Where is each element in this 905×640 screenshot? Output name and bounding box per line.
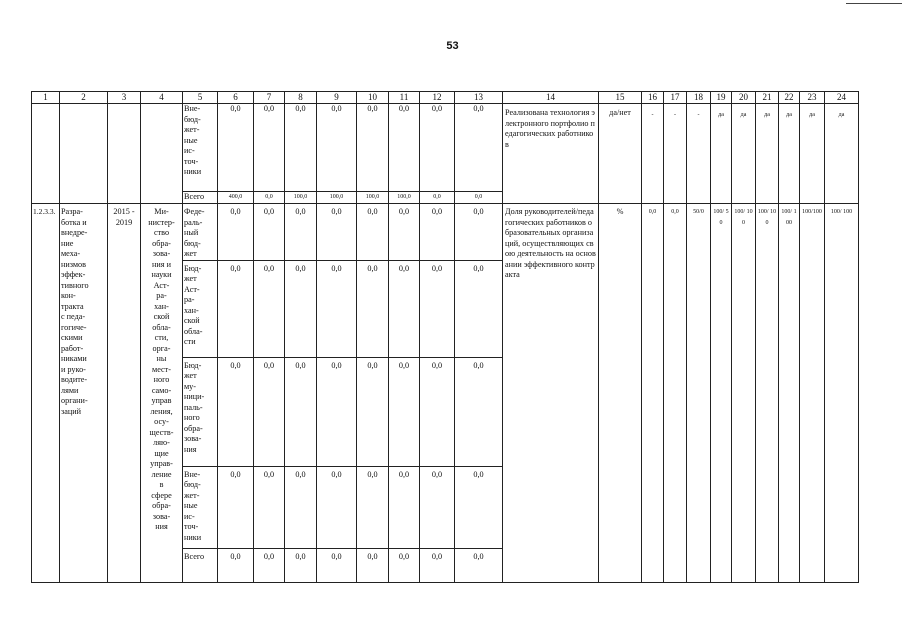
- column-header: 5: [183, 92, 218, 104]
- value-cell: 0,0: [420, 204, 455, 261]
- value-cell: 400,0: [218, 192, 254, 204]
- value-cell: 0,0: [285, 104, 317, 192]
- value-cell: 0,0: [317, 466, 357, 548]
- value-cell: 0,0: [317, 548, 357, 582]
- value-cell: 0,0: [357, 104, 389, 192]
- value-cell: 0,0: [285, 548, 317, 582]
- value-cell: 0,0: [389, 104, 420, 192]
- source-label: Вне- бюд- жет- ные ис- точ- ники: [183, 466, 218, 548]
- source-label: Всего: [183, 192, 218, 204]
- value-cell: 0,0: [254, 192, 285, 204]
- column-header: 15: [599, 92, 642, 104]
- value-cell: 0,0: [420, 192, 455, 204]
- column-header: 8: [285, 92, 317, 104]
- table-row: [32, 204, 859, 261]
- value-cell: 0,0: [420, 548, 455, 582]
- value-cell: 0,0: [389, 466, 420, 548]
- value-cell: 0,0: [285, 357, 317, 466]
- value-cell: 0,0: [357, 466, 389, 548]
- value-cell: 0,0: [420, 466, 455, 548]
- value-cell: 0,0: [254, 466, 285, 548]
- indicator-text: Реализована технология электронного портфолио педагогических работников: [503, 104, 599, 204]
- value-cell: 100,0: [389, 192, 420, 204]
- value-cell: 0,0: [455, 204, 503, 261]
- target-cell: -: [664, 104, 687, 204]
- source-label: Феде- раль- ный бюд- жет: [183, 204, 218, 261]
- unit-cell: да/нет: [599, 104, 642, 204]
- item-code: 1.2.3.3.: [32, 204, 60, 583]
- source-label: Бюд- жет Аст- ра- хан- ской обла- сти: [183, 260, 218, 357]
- value-cell: 0,0: [317, 104, 357, 192]
- table-cell: [32, 104, 60, 204]
- value-cell: 0,0: [357, 548, 389, 582]
- value-cell: 0,0: [218, 260, 254, 357]
- target-cell: да: [825, 104, 859, 204]
- item-executor: Ми- нистер- ство обра- зова- ния и науки Аст- ра- хан- ской обла- сти, орга- ны мест- ного само- управ ления, осу- ществ- ляю- щие управ- ление в сфере обра- зова- ния: [141, 204, 183, 583]
- value-cell: 0,0: [218, 357, 254, 466]
- target-cell: -: [687, 104, 711, 204]
- column-header: 3: [108, 92, 141, 104]
- column-header: 16: [642, 92, 664, 104]
- value-cell: 0,0: [254, 548, 285, 582]
- target-cell: да: [732, 104, 756, 204]
- value-cell: 0,0: [389, 548, 420, 582]
- value-cell: 0,0: [389, 357, 420, 466]
- value-cell: 0,0: [218, 204, 254, 261]
- column-header: 17: [664, 92, 687, 104]
- item-years: 2015 - 2019: [108, 204, 141, 583]
- column-header: 24: [825, 92, 859, 104]
- value-cell: 0,0: [357, 260, 389, 357]
- value-cell: 0,0: [254, 204, 285, 261]
- value-cell: 0,0: [285, 260, 317, 357]
- column-header: 23: [800, 92, 825, 104]
- column-header: 18: [687, 92, 711, 104]
- target-cell: да: [779, 104, 800, 204]
- value-cell: 0,0: [317, 260, 357, 357]
- value-cell: 0,0: [254, 357, 285, 466]
- value-cell: 0,0: [420, 357, 455, 466]
- page-number: 53: [446, 40, 459, 52]
- column-header: 6: [218, 92, 254, 104]
- target-cell: 0,0: [664, 204, 687, 583]
- column-header: 22: [779, 92, 800, 104]
- target-cell: да: [711, 104, 732, 204]
- value-cell: 0,0: [420, 260, 455, 357]
- table-row: [32, 104, 859, 192]
- column-header: 2: [60, 92, 108, 104]
- target-cell: 50/0: [687, 204, 711, 583]
- column-header: 10: [357, 92, 389, 104]
- target-cell: 100/ 100: [779, 204, 800, 583]
- column-header: 7: [254, 92, 285, 104]
- value-cell: 0,0: [357, 357, 389, 466]
- target-cell: -: [642, 104, 664, 204]
- top-rule: [846, 3, 902, 4]
- value-cell: 100,0: [317, 192, 357, 204]
- value-cell: 0,0: [455, 548, 503, 582]
- target-cell: 100/ 100: [732, 204, 756, 583]
- value-cell: 0,0: [389, 260, 420, 357]
- column-header: 19: [711, 92, 732, 104]
- target-cell: 100/100: [800, 204, 825, 583]
- source-label: Всего: [183, 548, 218, 582]
- column-header: 20: [732, 92, 756, 104]
- value-cell: 0,0: [218, 466, 254, 548]
- header-row: [32, 92, 859, 104]
- value-cell: 0,0: [285, 466, 317, 548]
- indicator-text: Доля руководителей/педагогических работников образовательных организаций, осуществляющих свою деятельность на основании эффективного контракта: [503, 204, 599, 583]
- source-label: Вне- бюд- жет- ные ис- точ- ники: [183, 104, 218, 192]
- table-cell: [141, 104, 183, 204]
- value-cell: 0,0: [455, 192, 503, 204]
- value-cell: 0,0: [218, 104, 254, 192]
- column-header: 14: [503, 92, 599, 104]
- value-cell: 100,0: [357, 192, 389, 204]
- column-header: 21: [756, 92, 779, 104]
- source-label: Бюд- жет му- ници- паль- ного обра- зова- ния: [183, 357, 218, 466]
- value-cell: 0,0: [317, 204, 357, 261]
- value-cell: 0,0: [455, 357, 503, 466]
- column-header: 12: [420, 92, 455, 104]
- value-cell: 0,0: [357, 204, 389, 261]
- value-cell: 0,0: [455, 260, 503, 357]
- value-cell: 0,0: [254, 260, 285, 357]
- column-header: 13: [455, 92, 503, 104]
- target-cell: да: [800, 104, 825, 204]
- target-cell: 0,0: [642, 204, 664, 583]
- target-cell: да: [756, 104, 779, 204]
- column-header: 9: [317, 92, 357, 104]
- value-cell: 100,0: [285, 192, 317, 204]
- value-cell: 0,0: [389, 204, 420, 261]
- unit-cell: %: [599, 204, 642, 583]
- target-cell: 100/ 50: [711, 204, 732, 583]
- column-header: 1: [32, 92, 60, 104]
- value-cell: 0,0: [455, 466, 503, 548]
- column-header: 11: [389, 92, 420, 104]
- value-cell: 0,0: [254, 104, 285, 192]
- program-table: [31, 91, 859, 583]
- value-cell: 0,0: [317, 357, 357, 466]
- item-name: Разра- ботка и внедре- ние меха- низмов эффек- тивного кон- тракта с педа- гогиче- скими работ- никами и руко- водите- лями органи- заций: [60, 204, 108, 583]
- target-cell: 100/ 100: [825, 204, 859, 583]
- value-cell: 0,0: [420, 104, 455, 192]
- value-cell: 0,0: [218, 548, 254, 582]
- value-cell: 0,0: [455, 104, 503, 192]
- value-cell: 0,0: [285, 204, 317, 261]
- column-header: 4: [141, 92, 183, 104]
- target-cell: 100/ 100: [756, 204, 779, 583]
- table-cell: [108, 104, 141, 204]
- table-cell: [60, 104, 108, 204]
